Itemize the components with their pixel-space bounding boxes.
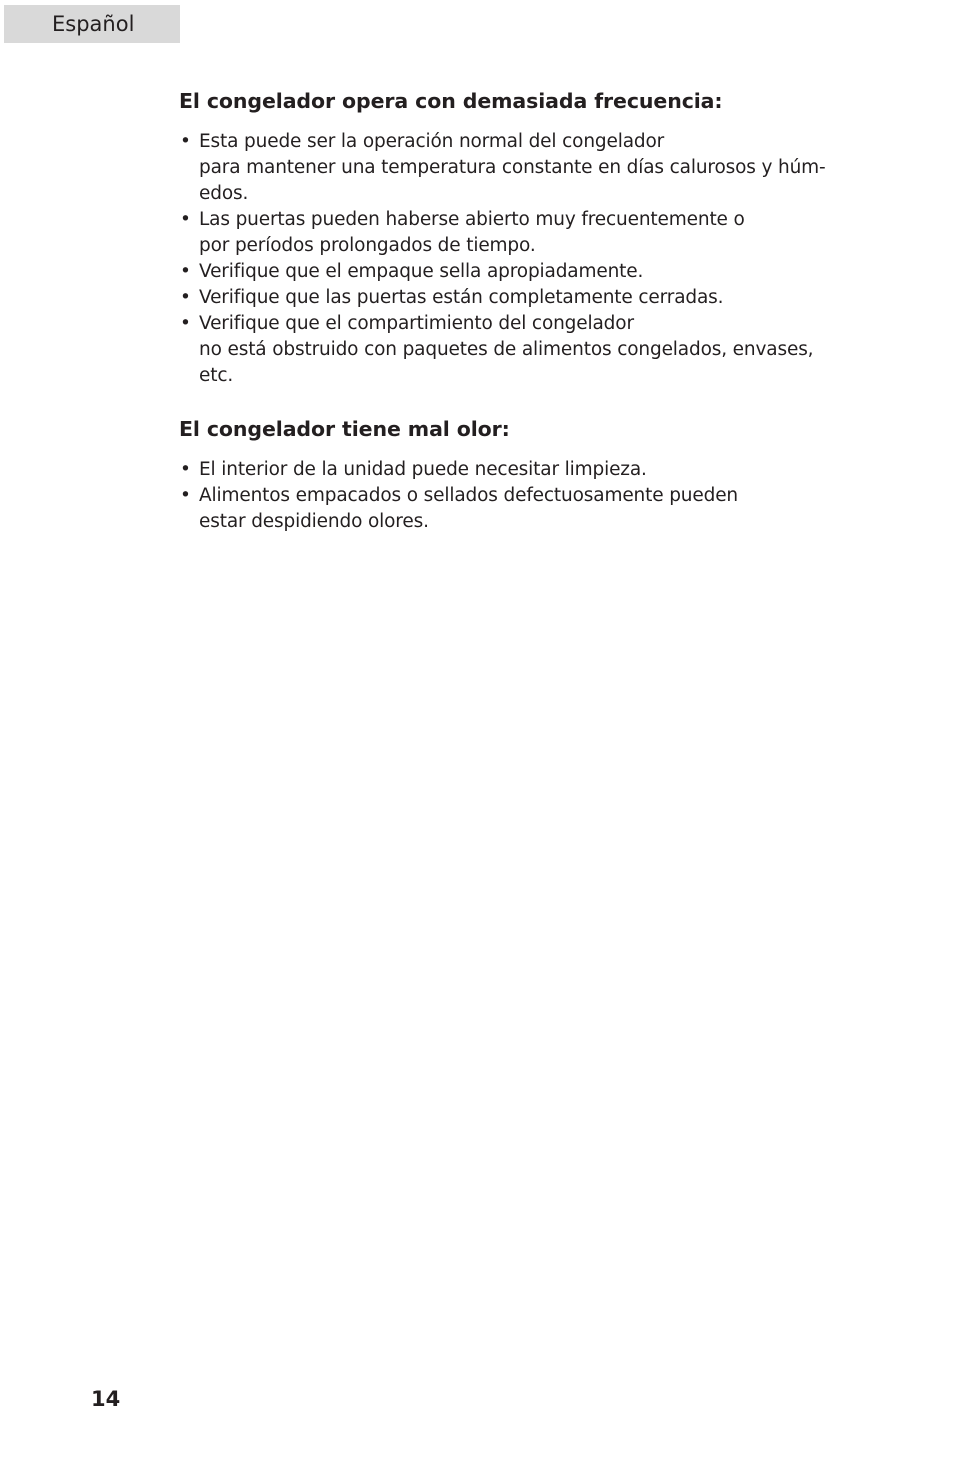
bullet-list-bad-odor: [179, 457, 844, 535]
section-title-bad-odor: El congelador tiene mal olor:: [179, 417, 510, 441]
list-item-line: edos.: [199, 183, 249, 204]
bullet-list-frequent-operation: [179, 129, 844, 389]
list-item: [179, 207, 844, 259]
list-item-line: para mantener una temperatura constante en días calurosos y húm-: [199, 157, 826, 178]
list-item: [179, 311, 844, 389]
list-item-line: etc.: [199, 365, 234, 386]
bullet-icon: •: [180, 131, 191, 152]
list-item: [179, 483, 844, 535]
list-item: [179, 457, 844, 483]
bullet-icon: •: [180, 209, 191, 230]
bullet-icon: •: [180, 287, 191, 308]
list-item-line: Verifique que el compartimiento del congelador: [199, 313, 634, 334]
list-item: [179, 285, 844, 311]
bullet-icon: •: [180, 261, 191, 282]
list-item-line: por períodos prolongados de tiempo.: [199, 235, 536, 256]
list-item-line: Verifique que el empaque sella apropiadamente.: [199, 261, 644, 282]
list-item-line: Verifique que las puertas están completamente cerradas.: [199, 287, 724, 308]
list-item-line: Esta puede ser la operación normal del congelador: [199, 131, 665, 152]
list-item: [179, 259, 844, 285]
list-item-line: estar despidiendo olores.: [199, 511, 429, 532]
section-title-frequent-operation: El congelador opera con demasiada frecuencia:: [179, 89, 723, 113]
list-item-line: no está obstruido con paquetes de alimentos congelados, envases,: [199, 339, 814, 360]
bullet-icon: •: [180, 313, 191, 334]
list-item-line: Alimentos empacados o sellados defectuosamente pueden: [199, 485, 739, 506]
list-item-line: El interior de la unidad puede necesitar limpieza.: [199, 459, 647, 480]
page-number: 14: [91, 1387, 121, 1411]
list-item: [179, 129, 844, 207]
bullet-icon: •: [180, 485, 191, 506]
troubleshooting-content: [179, 86, 844, 535]
bullet-icon: •: [180, 459, 191, 480]
language-tab: [4, 5, 180, 43]
list-item-line: Las puertas pueden haberse abierto muy frecuentemente o: [199, 209, 745, 230]
language-tab-label: Español: [52, 12, 135, 36]
